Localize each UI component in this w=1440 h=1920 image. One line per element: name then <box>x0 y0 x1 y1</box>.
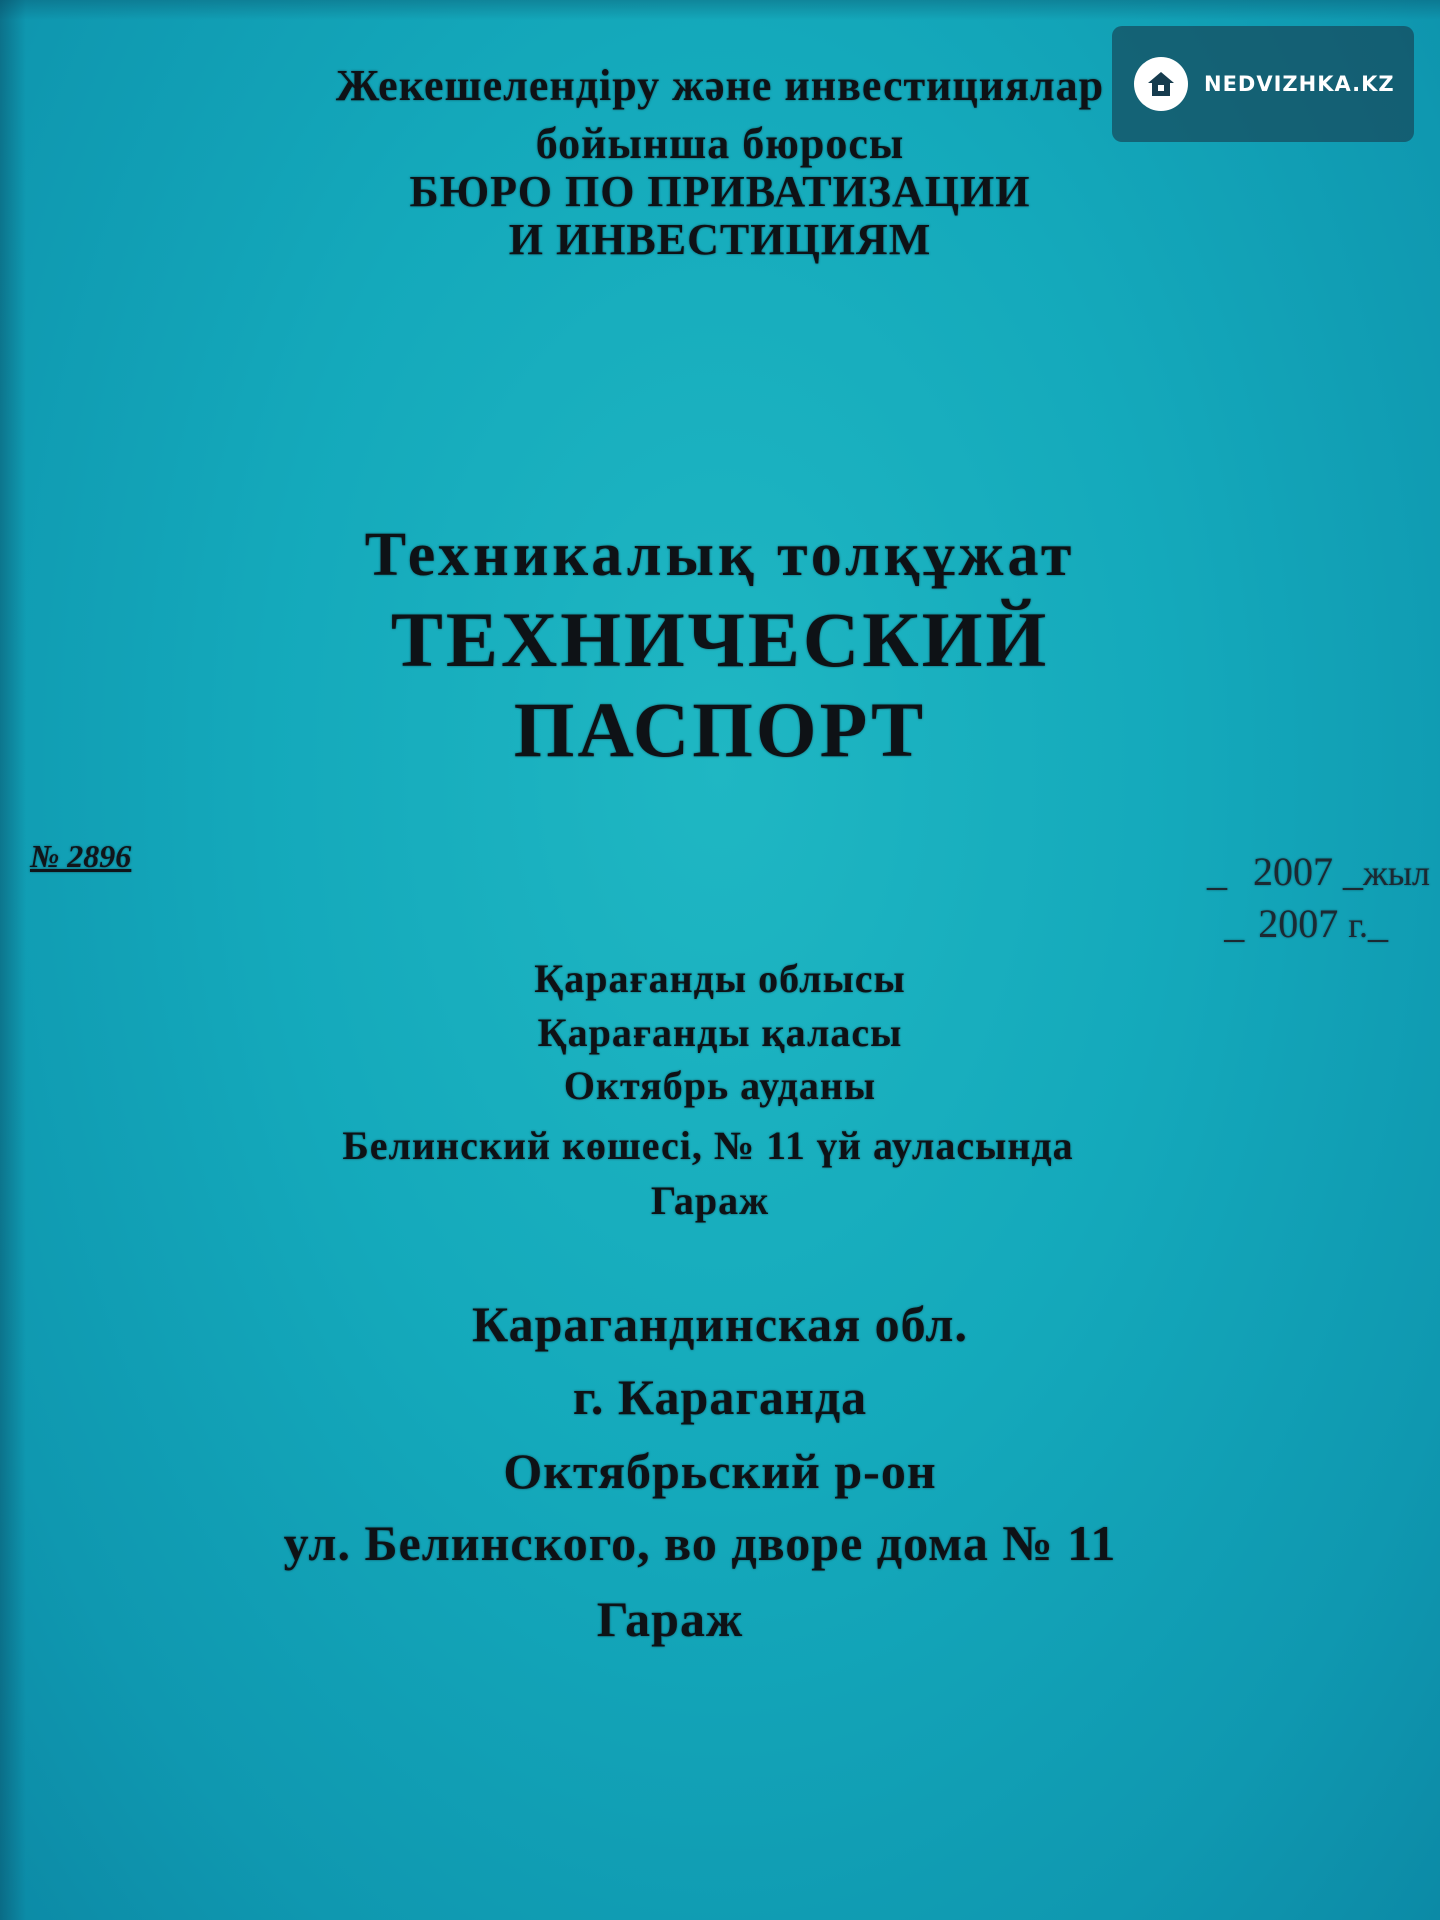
address-kz-city: Қарағанды қаласы <box>537 1010 903 1055</box>
date-kz: _ 2007 _жыл <box>1206 849 1430 894</box>
bureau-line-kz-2: бойынша бюросы <box>535 119 905 168</box>
address-ru-object: Гараж <box>596 1591 744 1647</box>
house-icon <box>1134 57 1188 111</box>
date-kz-year: 2007 <box>1252 849 1333 894</box>
date-ru-year: 2007 <box>1258 901 1339 946</box>
paper-top-shadow <box>0 0 1440 20</box>
bureau-line-ru-2: И ИНВЕСТИЦИЯМ <box>508 215 932 264</box>
bureau-line-ru-1: БЮРО ПО ПРИВАТИЗАЦИИ <box>409 167 1031 216</box>
address-kz-district: Октябрь ауданы <box>563 1063 877 1108</box>
watermark-badge <box>1112 26 1414 142</box>
address-ru-street: ул. Белинского, во дворе дома № 11 <box>283 1515 1117 1571</box>
address-ru-district: Октябрьский р-он <box>503 1443 937 1499</box>
passport-number: № 2896 <box>30 838 132 874</box>
date-kz-unit: жыл <box>1362 853 1430 893</box>
title-kz: Техникалық толқұжат <box>364 521 1076 589</box>
date-ru: _ 2007 г._ <box>1224 901 1390 946</box>
bureau-line-kz-1: Жекешелендіру және инвестициялар <box>335 61 1105 110</box>
address-kz-object: Гараж <box>650 1178 770 1223</box>
title-ru-line1: ТЕХНИЧЕСКИЙ <box>390 596 1050 683</box>
address-kz-region: Қарағанды облысы <box>534 956 906 1001</box>
address-ru-region: Карагандинская обл. <box>472 1296 968 1352</box>
address-kz-street: Белинский көшесі, № 11 үй ауласында <box>342 1123 1074 1168</box>
date-ru-unit: г. <box>1348 905 1368 945</box>
watermark-text: NEDVIZHKA.KZ <box>1204 72 1395 96</box>
address-ru-city: г. Караганда <box>572 1369 868 1425</box>
title-ru-line2: ПАСПОРТ <box>513 686 927 773</box>
